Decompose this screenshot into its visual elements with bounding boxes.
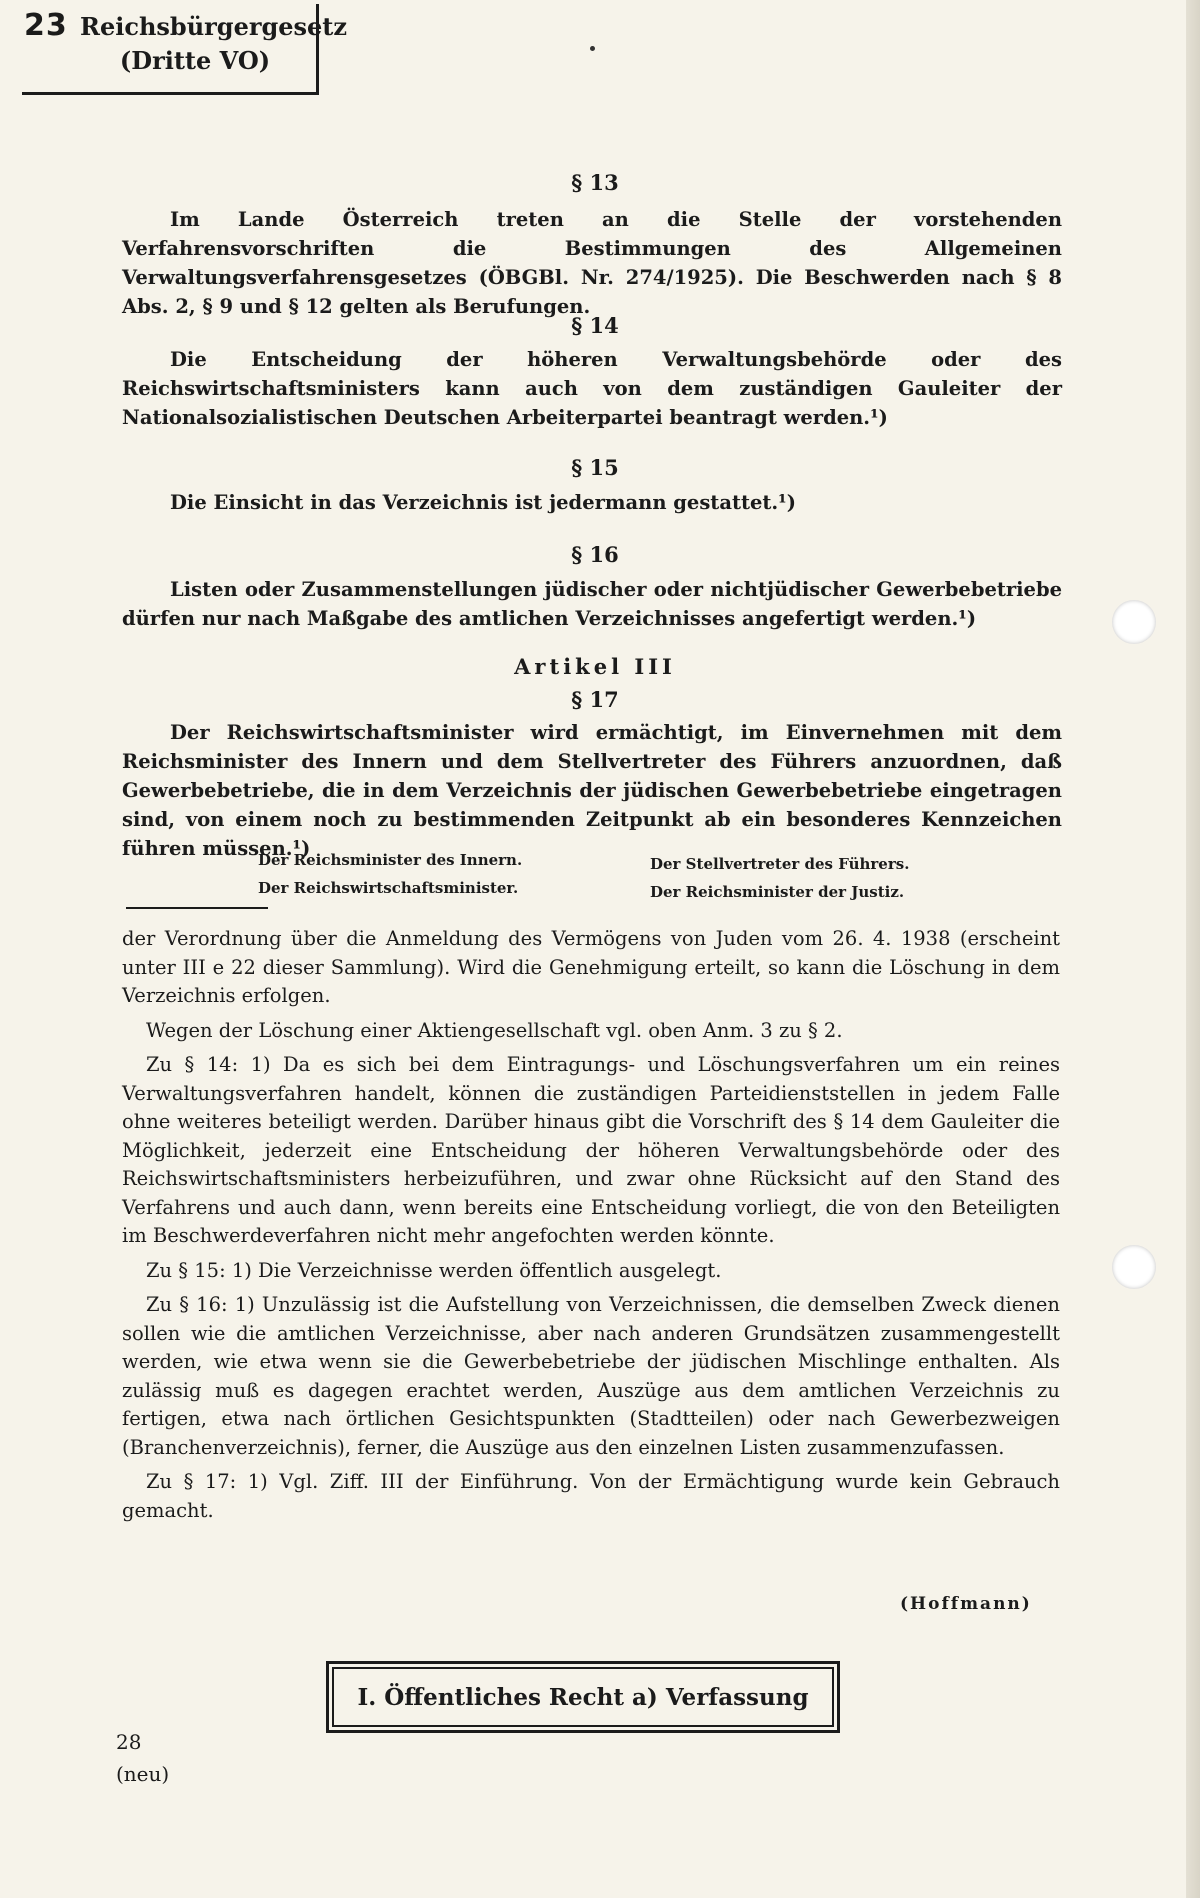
footnote-paragraph: Zu § 17: 1) Vgl. Ziff. III der Einführung. Von der Ermächtigung wurde kein Gebrauch gemacht. <box>122 1470 1060 1522</box>
page-edge <box>1186 0 1200 1898</box>
section-paragraph: Die Einsicht in das Verzeichnis ist jedermann gestattet.¹) <box>170 491 796 514</box>
page-number-line: (neu) <box>116 1762 170 1786</box>
section-paragraph: Im Lande Österreich treten an die Stelle der vorstehenden Verfahrensvorschriften die Bestimmungen des Allgemeinen Verwaltungsverfahrensgesetzes (ÖBGBl. Nr. 274/1925). Die Beschwerden nach § 8 Abs. 2, § 9 und § 12 gelten als Berufungen. <box>122 208 1062 318</box>
header-title-line2: (Dritte VO) <box>119 46 271 75</box>
section-text-17 <box>122 718 1062 863</box>
signature-left <box>258 846 522 902</box>
section-text-13 <box>122 205 1062 321</box>
section-heading-13: § 13 <box>571 170 619 195</box>
signature-line: Der Reichswirtschaftsminister. <box>258 879 519 897</box>
section-text-15 <box>122 488 1062 517</box>
section-heading-14: § 14 <box>571 313 619 338</box>
section-paragraph: Die Entscheidung der höheren Verwaltungsbehörde oder des Reichswirtschaftsministers kann auch von dem zuständigen Gauleiter der Nationalsozialistischen Deutschen Arbeiterpartei beantragt werden.¹) <box>122 348 1062 429</box>
signer-name: (Hoffmann) <box>900 1594 1032 1614</box>
signature-line: Der Reichsminister des Innern. <box>258 851 523 869</box>
section-heading-16: § 16 <box>571 542 619 567</box>
header-title <box>80 10 348 78</box>
footnote-divider <box>126 907 268 909</box>
footnote-paragraph: Zu § 14: 1) Da es sich bei dem Eintragungs- und Löschungsverfahren um ein reines Verwaltungsverfahren handelt, können die zuständigen Parteidienststellen in jedem Falle ohne weiteres beteiligt werden. Darüber hinaus gibt die Vorschrift des § 14 dem Gauleiter die Möglichkeit, jederzeit eine Entscheidung der höheren Verwaltungsbehörde oder des Reichswirtschaftsministers herbeizuführen, und zwar ohne Rücksicht auf den Stand des Verfahrens und auch dann, wenn bereits eine Entscheidung vorliegt, die von den Beteiligten im Beschwerdeverfahren nicht mehr angefochten werden könnte. <box>122 1053 1060 1247</box>
footnote-paragraph: Wegen der Löschung einer Aktiengesellschaft vgl. oben Anm. 3 zu § 2. <box>146 1018 843 1042</box>
section-text-14 <box>122 345 1062 432</box>
footnote-paragraph: Zu § 16: 1) Unzulässig ist die Aufstellung von Verzeichnissen, die demselben Zweck dienen sollen wie die amtlichen Verzeichnisse, aber nach anderen Grundsätzen zusammengestellt werden, wie etwa wenn sie die Gewerbebetriebe der jüdischen Mischlinge enthalten. Als zulässig muß es dagegen erachtet werden, Auszüge aus dem amtlichen Verzeichnis zu fertigen, etwa nach örtlichen Gesichtspunkten (Stadtteilen) oder nach Gewerbezweigen (Branchenverzeichnis), ferner, die Auszüge aus den einzelnen Listen zusammenzufassen. <box>122 1293 1060 1459</box>
speck <box>590 46 595 51</box>
signature-right <box>650 850 909 906</box>
punch-hole <box>1112 600 1156 644</box>
header-number: 23 <box>24 8 68 43</box>
footnotes <box>122 925 1060 1531</box>
footnote-paragraph: Zu § 15: 1) Die Verzeichnisse werden öffentlich ausgelegt. <box>146 1258 722 1282</box>
section-paragraph: Der Reichswirtschaftsminister wird ermächtigt, im Einvernehmen mit dem Reichsminister des Innern und dem Stellvertreter des Führers anzuordnen, daß Gewerbebetriebe, die in dem Verzeichnis der jüdischen Gewerbebetriebe eingetragen sind, von einem noch zu bestimmenden Zeitpunkt ab ein besonderes Kennzeichen führen müssen.¹) <box>122 721 1062 860</box>
page-number <box>116 1726 169 1790</box>
section-heading-15: § 15 <box>571 455 619 480</box>
signature-line: Der Reichsminister der Justiz. <box>650 883 905 901</box>
punch-hole <box>1112 1245 1156 1289</box>
signature-line: Der Stellvertreter des Führers. <box>650 855 910 873</box>
section-heading-17: § 17 <box>571 687 619 712</box>
article-heading: Artikel III <box>514 654 676 679</box>
footnote-paragraph: der Verordnung über die Anmeldung des Vermögens von Juden vom 26. 4. 1938 (erscheint unter III e 22 dieser Sammlung). Wird die Genehmigung erteilt, so kann die Löschung in dem Verzeichnis erfolgen. <box>122 927 1060 1007</box>
page-number-line: 28 <box>116 1730 142 1754</box>
section-box: I. Öffentliches Recht a) Verfassung <box>332 1667 834 1727</box>
header-title-line1: Reichsbürgergesetz <box>80 12 348 41</box>
section-text-16 <box>122 575 1062 633</box>
section-paragraph: Listen oder Zusammenstellungen jüdischer oder nichtjüdischer Gewerbebetriebe dürfen nur nach Maßgabe des amtlichen Verzeichnisses angefertigt werden.¹) <box>122 578 1062 630</box>
